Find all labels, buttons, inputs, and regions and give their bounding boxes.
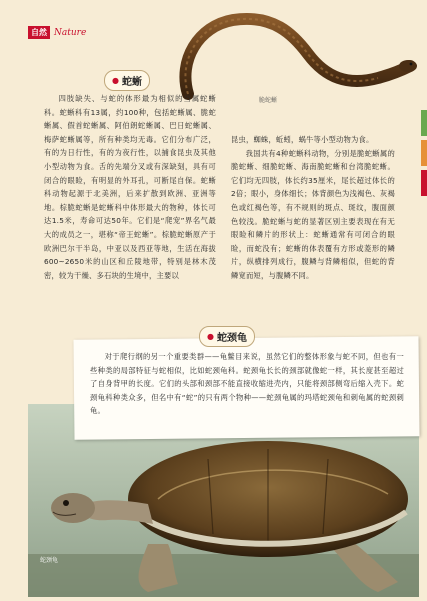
section-tag	[28, 26, 86, 39]
article2-title: 蛇颈龟	[216, 333, 247, 344]
article1-col2-paragraph-1: 昆虫，蜘蛛，蚯蚓，蜗牛等小型动物为食。	[231, 135, 374, 144]
article1-column-2	[231, 133, 395, 283]
article1-title: 蛇蜥	[121, 77, 142, 88]
article1-col1-paragraph-1: 四肢缺失、与蛇的体形最为相似的当属蛇蜥科。蛇蜥科有13属，约100种，包括蛇蜥属、脆蛇蜥属、假首蛇蜥属、阿伯朗蛇蜥属、巴日蛇蜥属、梅萨蛇蜥属等，所有种类均无毒。它们分布广泛，有的为日行性，有的为夜行性，以捕食昆虫及其他小型动物为食。舌的先端分叉或有深缺刻，具有可闭合的眼睑，有明显的外耳孔，可断尾自保。蛇蜥科动物起源于北美洲，后来扩散到欧洲、亚洲等地。棕脆蛇蜥是蛇蜥科中体形最大的物种，体长可达1.5米，寿命可达50年。它们是“爬宠”界名气最大的成员之一，堪称“帝王蛇蜥”。棕脆蛇蜥原产于欧洲巴尔干半岛，中亚以及西亚等地，生活在海拔600~2650米的山区和丘陵地带，特别是林木茂密，较为干燥、多石块的生境中，主要以	[44, 94, 216, 280]
edge-tab-green	[421, 110, 427, 136]
section-label-en: Nature	[54, 27, 87, 38]
title-bullet-icon: ●	[112, 76, 119, 85]
edge-tab-red	[421, 170, 427, 196]
section-label-cn: 自然	[28, 26, 50, 39]
figure1-caption: 脆蛇蜥	[259, 97, 278, 104]
title-bullet-icon: ●	[207, 332, 214, 341]
article2-title-badge	[199, 326, 255, 347]
figure2-caption: 蛇颈龟	[40, 557, 59, 564]
edge-tab-orange	[421, 140, 427, 166]
edge-tabs	[421, 110, 427, 200]
article1-col2-paragraph-2: 我国共有4种蛇蜥科动物，分别是脆蛇蜥属的脆蛇蜥、细脆蛇蜥、海南脆蛇蜥和台湾脆蛇蜥。它们均无四肢，体长约35厘米，尾长超过体长的2倍；眼小，身体细长；体背颜色为浅褐色、灰褐色或红褐色等，有不规则的斑点、斑纹，腹面颜色较浅。脆蛇蜥与蛇的显著区别主要表现在有无眼睑和鳞片的形状上：蛇蜥通常有可闭合的眼睑，而蛇没有；蛇蜥的体表覆有方形或菱形的鳞片，纵横排列成行，腹鳞与背鳞相似，但蛇的背鳞宽而短，与腹鳞不同。	[231, 148, 395, 280]
article1-column-1	[44, 92, 216, 282]
article1-title-badge	[104, 70, 150, 91]
article2-paragraph: 对于爬行纲的另一个重要类群——龟鳖目来说，虽然它们的整体形象与蛇不同，但也有一些种类的局部特征与蛇相似，比如蛇颈龟科。蛇颈龟长长的颈部就像蛇一样，其长度甚至超过了自身背甲的长度。它们的头部和颈部不能直接收缩进壳内，只能将颈部侧弯后缩入壳下。蛇颈龟科种类众多，但名中有“蛇”的只有两个物种——蛇颈龟属的玛塔蛇颈龟和刺龟属的蛇颈刺龟。	[90, 352, 404, 416]
article2-text	[90, 350, 404, 418]
